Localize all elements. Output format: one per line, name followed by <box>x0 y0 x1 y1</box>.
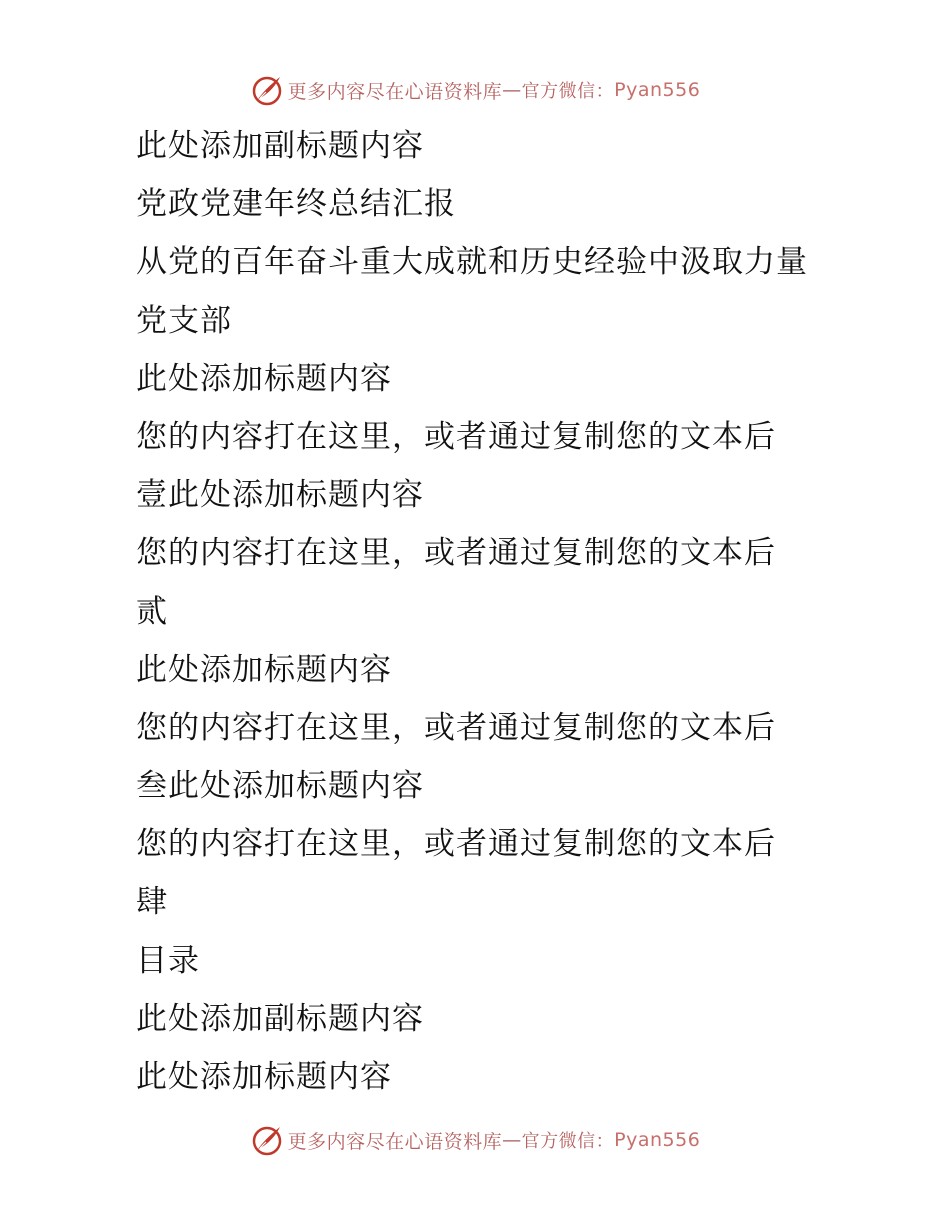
doc-line: 党政党建年终总结汇报 <box>136 186 456 223</box>
header-wechat-label: 官方微信： <box>521 81 615 102</box>
quill-pen-logo-icon <box>250 73 284 107</box>
doc-line: 此处添加标题内容 <box>136 651 392 688</box>
doc-line: 您的内容打在这里，或者通过复制您的文本后 <box>136 535 776 572</box>
footer-site-text: 更多内容尽在心语资料库 <box>287 1130 503 1153</box>
doc-line: 此处添加副标题内容 <box>136 128 424 164</box>
doc-line: 从党的百年奋斗重大成就和历史经验中汲取力量 <box>136 244 808 281</box>
doc-line: 您的内容打在这里，或者通过复制您的文本后 <box>136 826 776 863</box>
footer-separator: — <box>502 1129 522 1151</box>
doc-line: 叁此处添加标题内容 <box>136 768 424 805</box>
header-banner <box>0 70 950 110</box>
document-body <box>136 117 916 1106</box>
doc-line: 壹此处添加标题内容 <box>136 477 424 514</box>
doc-line: 您的内容打在这里，或者通过复制您的文本后 <box>136 709 776 746</box>
doc-line: 贰 <box>136 593 168 630</box>
doc-line: 此处添加标题内容 <box>136 360 392 397</box>
footer-banner <box>0 1120 950 1160</box>
footer-wechat-id: Pyan556 <box>614 1129 701 1151</box>
footer-wechat-label: 官方微信： <box>521 1131 615 1152</box>
doc-line: 党支部 <box>136 302 232 339</box>
header-site-text: 更多内容尽在心语资料库 <box>287 80 503 103</box>
header-separator: — <box>502 79 522 101</box>
doc-line: 肆 <box>136 884 168 921</box>
quill-pen-logo-icon <box>250 1123 284 1157</box>
doc-line: 此处添加副标题内容 <box>136 1000 424 1037</box>
doc-line: 此处添加标题内容 <box>136 1059 392 1095</box>
header-wechat-id: Pyan556 <box>614 79 701 101</box>
doc-line: 目录 <box>136 942 200 979</box>
doc-line: 您的内容打在这里，或者通过复制您的文本后 <box>136 418 776 455</box>
